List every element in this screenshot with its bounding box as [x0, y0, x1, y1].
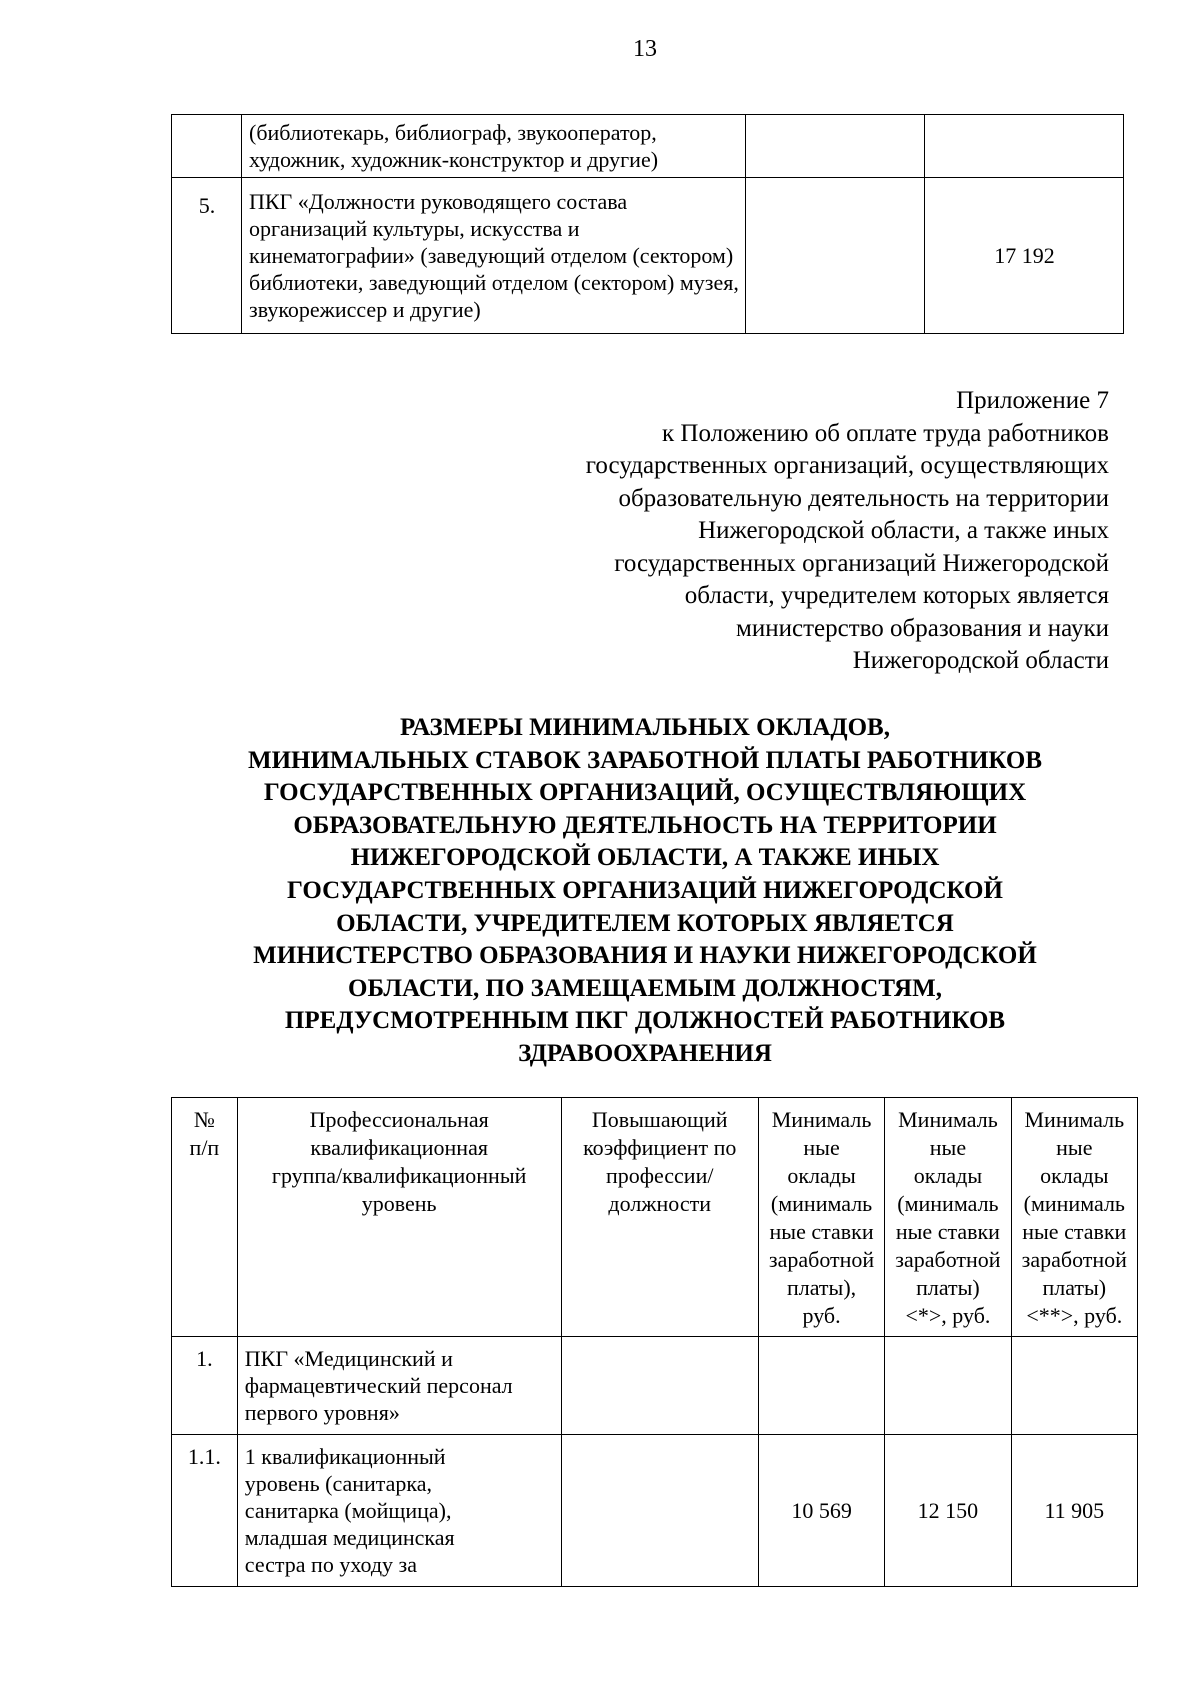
- appendix-line: министерство образования и науки: [736, 614, 1109, 642]
- row-number: 5.: [172, 178, 242, 334]
- row-number: 1.1.: [172, 1435, 238, 1587]
- row-col-a: [746, 178, 925, 334]
- document-title: РАЗМЕРЫ МИНИМАЛЬНЫХ ОКЛАДОВ, МИНИМАЛЬНЫХ СТАВОК ЗАРАБОТНОЙ ПЛАТЫ РАБОТНИКОВ ГОСУДАРСТВЕННЫХ ОРГАНИЗАЦИЙ, ОСУЩЕСТВЛЯЮЩИХ ОБРАЗОВАТЕЛЬНУЮ ДЕЯТЕЛЬНОСТЬ НА ТЕРРИТОРИИ НИЖЕГОРОДСКОЙ ОБЛАСТИ, А ТАКЖЕ ИНЫХ ГОСУДАРСТВЕННЫХ ОРГАНИЗАЦИЙ НИЖЕГОРОДСКОЙ ОБЛАСТИ, УЧРЕДИТЕЛЕМ КОТОРЫХ ЯВЛЯЕТСЯ МИНИСТЕРСТВО ОБРАЗОВАНИЯ И НАУКИ НИЖЕГОРОДСКОЙ ОБЛАСТИ, ПО ЗАМЕЩАЕМЫМ ДОЛЖНОСТЯМ, ПРЕДУСМОТРЕННЫМ ПКГ ДОЛЖНОСТЕЙ РАБОТНИКОВ ЗДРАВООХРАНЕНИЯ: [247, 714, 1043, 1067]
- row-col-a: [746, 115, 925, 178]
- table-row: [172, 178, 1124, 334]
- header-min-salary: Минималь ные оклады (минималь ные ставки заработной платы), руб.: [758, 1098, 884, 1337]
- header-number: № п/п: [172, 1098, 238, 1337]
- appendix-line: области, учредителем которых является: [684, 582, 1109, 609]
- row-number: [172, 115, 242, 178]
- table-row: [172, 1337, 1138, 1435]
- header-min-salary-double-star: Минималь ные оклады (минималь ные ставки заработной платы) <**>, руб.: [1011, 1098, 1137, 1337]
- row-col-b: 17 192: [925, 178, 1124, 334]
- row-name: ПКГ «Медицинский и фармацевтический персонал первого уровня»: [237, 1337, 561, 1435]
- appendix-line: государственных организаций, осуществляющих: [585, 452, 1109, 479]
- header-coefficient: Повышающий коэффициент по профессии/ должности: [561, 1098, 758, 1337]
- row-name: ПКГ «Должности руководящего состава организаций культуры, искусства и кинематографии» (заведующий отделом (сектором) библиотеки, заведующий отделом (сектором) музея, звукорежиссер и другие): [242, 178, 746, 334]
- top-table: [171, 114, 1124, 334]
- appendix-line: государственных организаций Нижегородской: [614, 549, 1109, 577]
- row-min-salary: [758, 1337, 884, 1435]
- row-min-salary: 10 569: [758, 1435, 884, 1587]
- appendix-line: Нижегородской области, а также иных: [698, 517, 1109, 544]
- row-number: 1.: [172, 1337, 238, 1435]
- header-min-salary-star: Минималь ные оклады (минималь ные ставки заработной платы) <*>, руб.: [885, 1098, 1011, 1337]
- appendix-line: образовательную деятельность на территории: [618, 484, 1109, 512]
- row-min-salary-star: 12 150: [885, 1435, 1011, 1587]
- row-coefficient: [561, 1337, 758, 1435]
- row-min-salary-double-star: 11 905: [1011, 1435, 1137, 1587]
- table-row: [172, 1435, 1138, 1587]
- salary-table: [171, 1097, 1138, 1587]
- appendix-line: к Положению об оплате труда работников: [662, 419, 1109, 447]
- page-number: 13: [633, 36, 657, 62]
- appendix-line: Нижегородской области: [852, 647, 1109, 674]
- appendix-block: [586, 385, 1109, 678]
- row-min-salary-double-star: [1011, 1337, 1137, 1435]
- table-header-row: [172, 1098, 1138, 1337]
- table-row: [172, 115, 1124, 178]
- appendix-line: Приложение 7: [956, 387, 1109, 414]
- row-col-b: [925, 115, 1124, 178]
- row-name: (библиотекарь, библиограф, звукооператор, художник, художник-конструктор и другие): [242, 115, 746, 178]
- row-min-salary-star: [885, 1337, 1011, 1435]
- header-qualification-group: Профессиональная квалификационная группа/квалификационный уровень: [237, 1098, 561, 1337]
- row-name: 1 квалификационный уровень (санитарка, санитарка (мойщица), младшая медицинская сестра по уходу за: [237, 1435, 561, 1587]
- row-coefficient: [561, 1435, 758, 1587]
